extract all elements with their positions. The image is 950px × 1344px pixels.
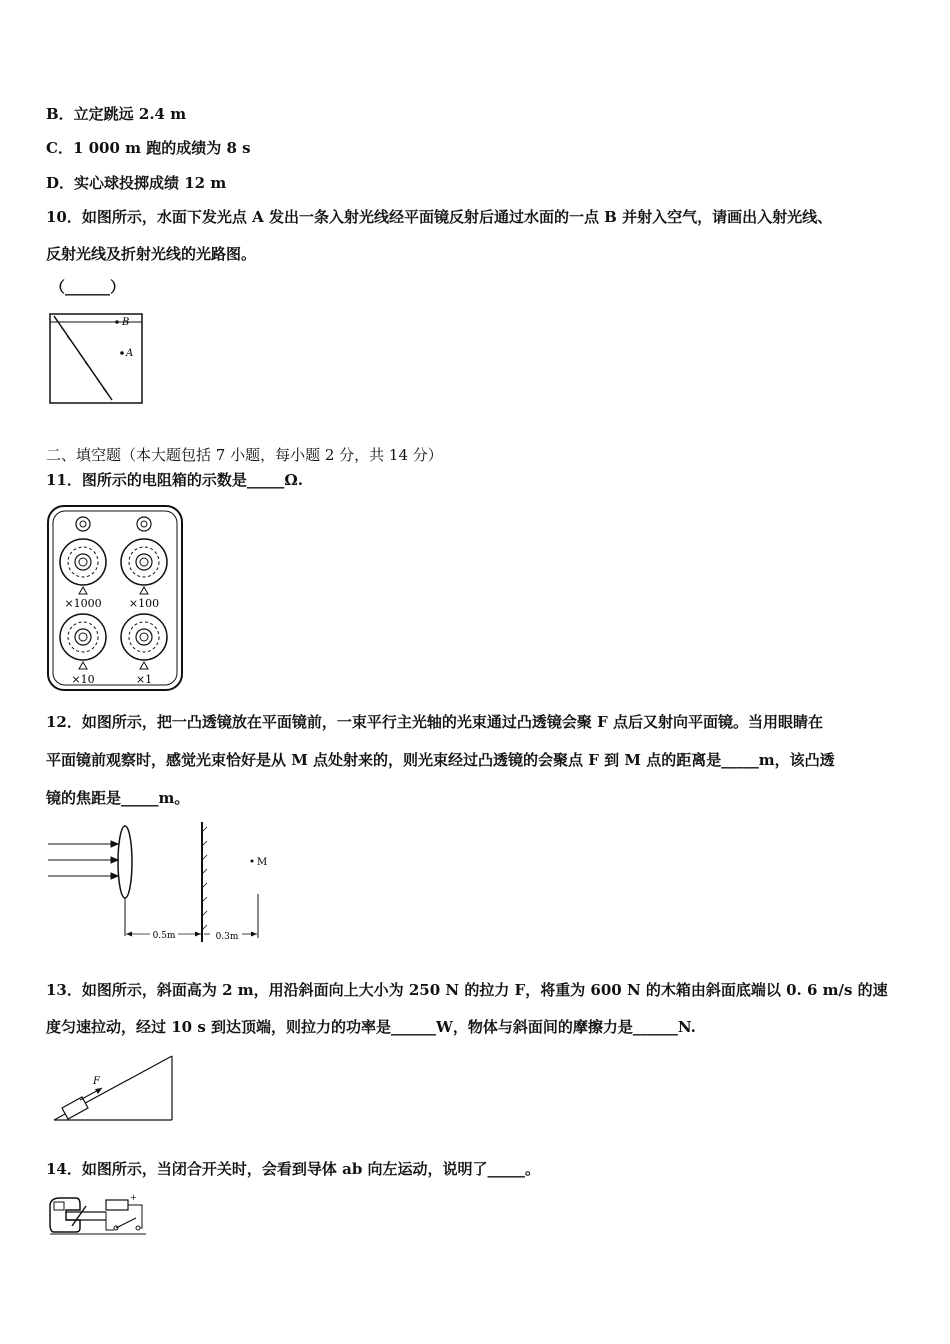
dial-x100 bbox=[121, 539, 167, 594]
battery bbox=[106, 1200, 128, 1210]
conductor-ab bbox=[72, 1206, 86, 1226]
section2-title: 二、填空题（本大题包括 7 小题，每小题 2 分，共 14 分） bbox=[46, 446, 443, 464]
q10-water-tank-figure bbox=[46, 310, 146, 406]
dial-label-x10: ×10 bbox=[71, 673, 95, 686]
q10-text-line1: 10．如图所示，水面下发光点 A 发出一条入射光线经平面镜反射后通过水面的一点 B 并射入空气，请画出入射光线、 bbox=[46, 208, 833, 226]
q14-motor-circuit-figure bbox=[46, 1190, 150, 1238]
wooden-box bbox=[62, 1097, 88, 1119]
switch bbox=[116, 1218, 136, 1228]
distance-label-0-5m: 0.5m bbox=[152, 931, 176, 941]
q11-text: 11．图所示的电阻箱的示数是_____Ω. bbox=[46, 471, 303, 489]
q9-option-d: D．实心球投掷成绩 12 m bbox=[46, 174, 227, 192]
q9-option-b: B．立定跳远 2.4 m bbox=[46, 105, 187, 123]
dial-x1000 bbox=[60, 539, 106, 594]
dial-label-x100: ×100 bbox=[128, 597, 160, 610]
label-b: B bbox=[122, 317, 130, 328]
dial-label-x1: ×1 bbox=[135, 673, 153, 686]
label-m: M bbox=[257, 857, 268, 868]
q13-text-line1: 13．如图所示，斜面高为 2 m，用沿斜面向上大小为 250 N 的拉力 F，将重为 600 N 的木箱由斜面底端以 0. 6 m/s 的速 bbox=[46, 981, 888, 999]
label-a: A bbox=[126, 348, 134, 359]
q12-lens-mirror-figure bbox=[46, 818, 286, 946]
svg-text:+: + bbox=[130, 1193, 137, 1202]
point-b bbox=[115, 320, 119, 324]
q11-resistance-box-figure bbox=[46, 504, 184, 692]
point-a bbox=[120, 351, 124, 355]
q9-option-c: C．1 000 m 跑的成绩为 8 s bbox=[46, 139, 251, 157]
q12-text-line3: 镜的焦距是_____m。 bbox=[46, 789, 190, 807]
dial-x1 bbox=[121, 614, 167, 669]
q10-answer-blank[interactable]: （______） bbox=[50, 278, 126, 296]
q10-text-line2: 反射光线及折射光线的光路图。 bbox=[46, 245, 257, 263]
q12-text-line1: 12．如图所示，把一凸透镜放在平面镜前，一束平行主光轴的光束通过凸透镜会聚 F 点后又射向平面镜。当用眼睛在 bbox=[46, 713, 823, 731]
dial-x10 bbox=[60, 614, 106, 669]
q14-text: 14．如图所示，当闭合开关时，会看到导体 ab 向左运动，说明了_____。 bbox=[46, 1160, 541, 1178]
q13-incline-figure bbox=[46, 1050, 176, 1124]
distance-label-0-3m: 0.3m bbox=[215, 932, 239, 942]
label-f: F bbox=[93, 1076, 100, 1087]
dial-label-x1000: ×1000 bbox=[64, 597, 102, 610]
q13-text-line2: 度匀速拉动，经过 10 s 到达顶端，则拉力的功率是______W，物体与斜面间的摩擦力是______N. bbox=[46, 1018, 696, 1036]
q12-text-line2: 平面镜前观察时，感觉光束恰好是从 M 点处射来的，则光束经过凸透镜的会聚点 F 到 M 点的距离是_____m，该凸透 bbox=[46, 751, 835, 769]
convex-lens bbox=[118, 826, 132, 898]
